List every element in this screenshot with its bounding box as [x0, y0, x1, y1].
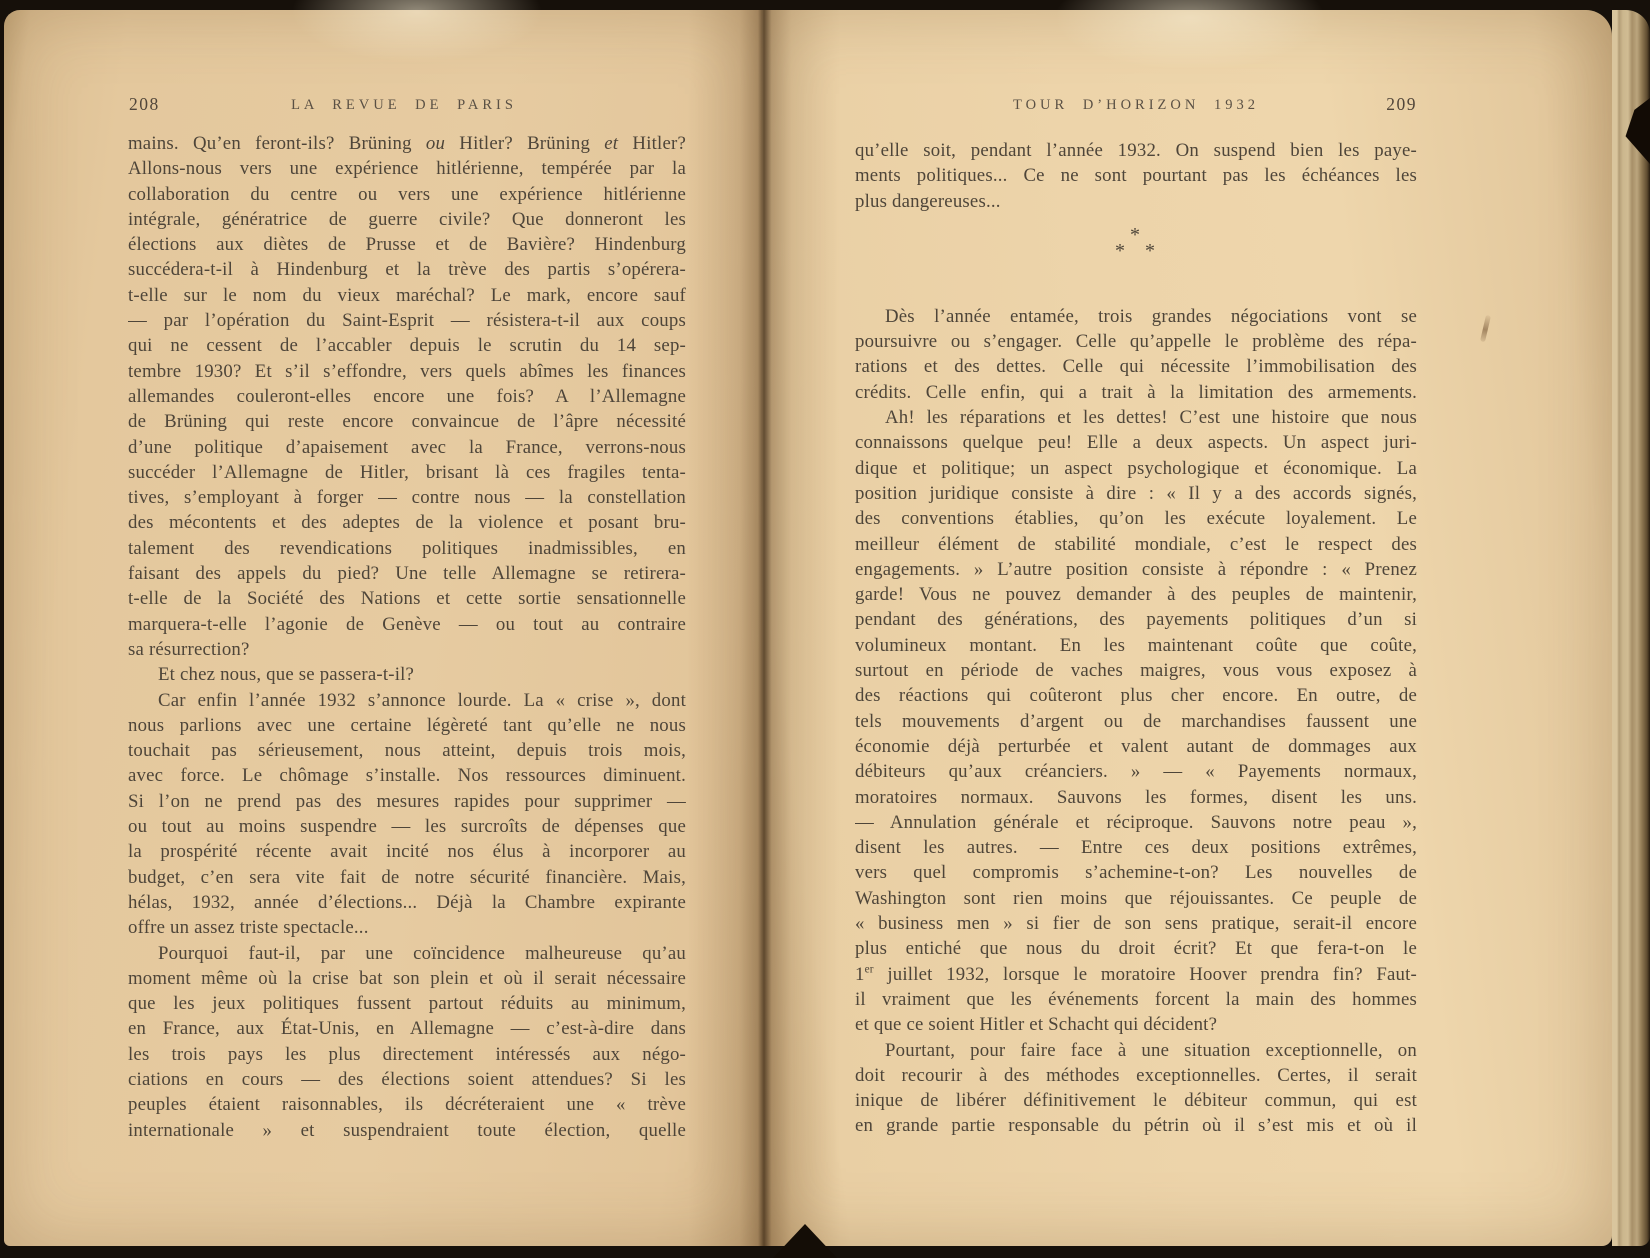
text-line: intégrale, génératrice de guerre civile? Que donneront les	[128, 208, 686, 230]
text-line: marquera-t-elle l’agonie de Genève — ou tout au contraire	[128, 613, 686, 635]
left-page-body	[128, 131, 686, 1143]
paragraph	[855, 405, 1417, 1037]
text-line: de Brüning qui reste encore convaincue de l’âpre nécessité	[128, 411, 686, 433]
text-line: ciations en cours — des élections soient attendues? Si les	[128, 1068, 686, 1090]
text-line: plus entiché que nous du droit écrit? Et que fera-t-on le	[855, 938, 1417, 960]
text-line: connaissons quelque peu! Elle a deux aspects. Un aspect juri-	[855, 432, 1417, 454]
text-line: position juridique consiste à dire : « Il y a des accords signés,	[855, 482, 1417, 504]
text-line: inique de libérer définitivement le débiteur commun, qui est	[855, 1090, 1417, 1112]
left-page-number: 208	[129, 94, 160, 114]
paragraph	[855, 1038, 1417, 1139]
text-line: mains. Qu’en feront-ils? Brüning ou Hitler? Brüning et Hitler?	[128, 133, 686, 154]
text-line: volumineux montant. En les maintenant coûte que coûte,	[855, 634, 1417, 656]
text-line: collaboration du centre ou vers une expérience hitlérienne	[128, 183, 686, 205]
left-running-title: LA REVUE DE PARIS	[291, 97, 517, 113]
text-line: succédera-t-il à Hindenburg et la trève des partis s’opérera-	[128, 259, 686, 281]
text-line: meilleur élément de stabilité mondiale, c’est le respect des	[855, 533, 1417, 555]
text-line: Pourtant, pour faire face à une situation exceptionnelle, on	[885, 1039, 1417, 1061]
text-line: garde! Vous ne pouvez demander à des peuples de maintenir,	[855, 584, 1417, 606]
text-line: Et chez nous, que se passera-t-il?	[158, 664, 415, 686]
text-line: qu’elle soit, pendant l’année 1932. On suspend bien les paye-	[855, 140, 1417, 161]
text-line: — Annulation générale et réciproque. Sauvons notre peau »,	[855, 811, 1417, 833]
text-line: économie déjà perturbée et valent autant de dommages aux	[855, 735, 1417, 757]
text-line: il vraiment que les événements forcent la main des hommes	[855, 988, 1417, 1010]
text-line: vers quel compromis s’achemine-t-on? Les nouvelles de	[855, 862, 1417, 884]
asterisk-glyph: *	[1145, 239, 1155, 262]
paragraph	[128, 688, 686, 941]
text-line: poursuivre ou s’engager. Celle qu’appelle le problème des répa-	[855, 331, 1417, 353]
text-line: allemandes couleront-elles encore une fois? A l’Allemagne	[128, 385, 686, 407]
text-line: surtout en période de vaches maigres, vous vous exposez à	[855, 660, 1417, 682]
text-line: tives, s’employant à forger — contre nous — la constellation	[128, 487, 686, 509]
text-line: des mécontents et des adeptes de la violence et posant bru-	[128, 512, 686, 534]
text-line: touchait pas sérieusement, nous atteint, depuis trois mois,	[128, 740, 686, 762]
text-line: la prospérité récente avait incité nos élus à incorporer au	[128, 841, 686, 863]
text-line: avec force. Le chômage s’installe. Nos ressources diminuent.	[128, 765, 686, 787]
text-line: « business men » si fier de son sens pratique, serait-il encore	[855, 913, 1417, 935]
text-line: internationale » et suspendraient toute élection, quelle	[128, 1119, 686, 1141]
text-line: plus dangereuses...	[855, 190, 1001, 212]
text-line: — par l’opération du Saint-Esprit — résistera-t-il aux coups	[128, 310, 686, 332]
asterism-separator	[855, 214, 1417, 304]
text-line: d’une politique d’apaisement avec la France, verrons-nous	[128, 436, 686, 458]
text-line: rations et des dettes. Celle qui nécessite l’immobilisation des	[855, 356, 1417, 378]
text-line: succéder l’Allemagne de Hitler, brisant là ces fragiles tenta-	[128, 461, 686, 483]
right-running-title: TOUR D’HORIZON 1932	[1012, 97, 1259, 113]
text-line: sa résurrection?	[128, 638, 250, 660]
text-line: Ah! les réparations et les dettes! C’est une histoire que nous	[885, 407, 1417, 429]
paragraph	[128, 941, 686, 1143]
text-line: que les jeux politiques fussent partout réduits au minimum,	[128, 993, 686, 1015]
text-line: tembre 1930? Et s’il s’effondre, vers quels abîmes les finances	[128, 360, 686, 382]
text-line: faisant des appels du pied? Une telle Allemagne se retirera-	[128, 563, 686, 585]
paragraph	[128, 131, 686, 662]
text-line: t-elle sur le nom du vieux maréchal? Le mark, encore sauf	[128, 284, 686, 306]
page-edge-stack	[1612, 10, 1650, 1246]
text-line: débiteurs qu’aux créanciers. » — « Payements normaux,	[855, 761, 1417, 783]
text-line: Si l’on ne prend pas des mesures rapides pour supprimer —	[128, 790, 686, 812]
text-line: en France, aux État-Unis, en Allemagne — c’est-à-dire dans	[128, 1018, 686, 1040]
text-line: budget, c’en sera vite fait de notre sécurité financière. Mais,	[128, 866, 686, 888]
text-line: élections aux diètes de Prusse et de Bavière? Hindenburg	[128, 234, 686, 256]
paragraph	[855, 304, 1417, 405]
text-line: les trois pays les plus directement intéressés aux négo-	[128, 1043, 686, 1065]
text-line: doit recourir à des méthodes exceptionnelles. Certes, il serait	[855, 1064, 1417, 1086]
text-line: moratoires normaux. Sauvons les formes, disent les uns.	[855, 786, 1417, 808]
text-line: peuples étaient raisonnables, ils décréteraient une « trève	[128, 1094, 686, 1116]
text-line: hélas, 1932, année d’élections... Déjà la Chambre expirante	[128, 891, 686, 913]
text-line: qui ne cessent de l’accabler depuis le scrutin du 14 sep-	[128, 335, 686, 357]
text-line: des conventions établies, qu’on les exécute loyalement. Le	[855, 508, 1417, 530]
text-line: ou tout au moins suspendre — les surcroîts de dépenses que	[128, 816, 686, 838]
text-line: t-elle de la Société des Nations et cette sortie sensationnelle	[128, 588, 686, 610]
text-line: 1er juillet 1932, lorsque le moratoire Hoover prendra fin? Faut-	[855, 963, 1417, 985]
right-page-number: 209	[1386, 94, 1417, 114]
text-line: des réactions qui coûteront plus cher encore. En outre, de	[855, 685, 1417, 707]
right-page-body	[855, 138, 1417, 1139]
text-line: offre un assez triste spectacle...	[128, 917, 369, 939]
text-line: moment même où la crise bat son plein et où il serait nécessaire	[128, 967, 686, 989]
asterisk-glyph: *	[1115, 239, 1125, 262]
text-line: talement des revendications politiques inadmissibles, en	[128, 537, 686, 559]
text-line: Car enfin l’année 1932 s’annonce lourde. La « crise », dont	[158, 689, 686, 711]
text-line: nous parlions avec une certaine légèreté tant qu’elle ne nous	[128, 714, 686, 736]
text-line: crédits. Celle enfin, qui a trait à la limitation des armements.	[855, 381, 1417, 403]
text-line: ments politiques... Ce ne sont pourtant pas les échéances les	[855, 165, 1417, 187]
paragraph	[128, 662, 686, 687]
text-line: engagements. » L’autre position consiste à répondre : « Prenez	[855, 558, 1417, 580]
text-line: Allons-nous vers une expérience hitlérienne, tempérée par la	[128, 158, 686, 180]
text-line: pendant des générations, des payements politiques d’un si	[855, 609, 1417, 631]
paragraph	[855, 138, 1417, 214]
text-line: Pourquoi faut-il, par une coïncidence malheureuse qu’au	[158, 942, 686, 964]
text-line: en grande partie responsable du pétrin où il s’est mis et où il	[855, 1115, 1417, 1137]
text-line: Dès l’année entamée, trois grandes négociations vont se	[885, 305, 1417, 327]
text-line: et que ce soient Hitler et Schacht qui décident?	[855, 1014, 1218, 1036]
asterisk-glyph: *	[1130, 223, 1140, 246]
text-line: disent les autres. — Entre ces deux positions extrêmes,	[855, 837, 1417, 859]
text-line: Washington sont rien moins que réjouissantes. Ce peuple de	[855, 887, 1417, 909]
text-line: dique et politique; un aspect psychologique et économique. La	[855, 457, 1417, 479]
text-line: tels mouvements d’argent ou de marchandises faussent une	[855, 710, 1417, 732]
